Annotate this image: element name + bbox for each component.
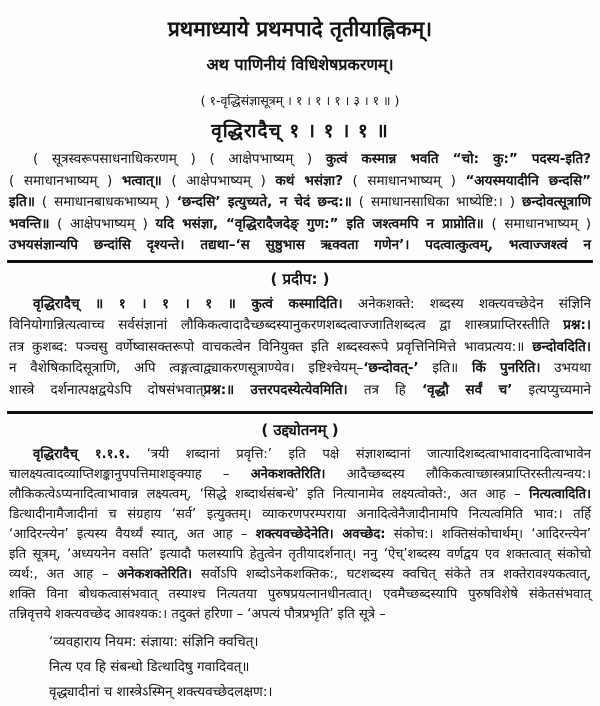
text-line [9, 358, 591, 380]
pradipa-header: ( प्रदीप: ) [270, 269, 330, 288]
sutra-heading: वृद्धिरादैच् १ । १ । १ ॥ [211, 120, 389, 142]
text-run: ( सूत्रस्वरूपसाधनाधिकरणम् ) ( आक्षेपभाष्यम् ) [33, 151, 326, 167]
text-run: अनेकशक्तेरिति। [250, 467, 326, 482]
text-line [9, 630, 591, 655]
text-run: ( समाधानभाष्यम् ) [483, 215, 591, 232]
text-run: प्रश्न:। [563, 317, 591, 333]
text-run: डित्थादीनामैजादीनां च संग्रहाय ‘सर्व’ इत्युक्तम्। व्याकरणपरम्पराया अनादित्वेनैजादीनामपि नित्यत्वमिति भाव:। तर्हि [9, 507, 591, 522]
text-run: उत्तरपदस्येत्येवमिति। [250, 381, 348, 398]
text-line [9, 655, 591, 680]
text-line [9, 565, 591, 585]
section-divider [7, 411, 593, 414]
text-run: तत्र हि [347, 381, 422, 398]
text-run: ( आक्षेपभाष्यम् ) [49, 215, 156, 232]
text-run: ‘त्रयी शब्दानां प्रवृत्ति:’ इति पक्षे संज्ञाशब्दानां जात्यादिशब्दत्वाभावादनादित्वाभावेन [130, 447, 591, 462]
text-line [9, 149, 591, 171]
text-run: कथं भसंज्ञा? [275, 172, 343, 189]
text-run: छन्दोवत्सूत्राणि [522, 194, 591, 210]
text-run: उभयथा [540, 360, 591, 376]
text-run: वृद्धिरादैच् ॥ १ । १ । १ ॥ कुत्वं कस्मादिति। [33, 295, 343, 312]
text-run: ( समाधानभाष्यम् ) [342, 172, 466, 189]
text-run: ( समाधानबाधकभाष्यम् ) [34, 194, 177, 210]
page-title: प्रथमाध्याये प्रथमपादे तृतीयाह्निकम्। [167, 17, 433, 41]
text-run: अनेकशक्ते: शब्दस्य शक्त्यवच्छेदेन संज्ञिनि [342, 295, 591, 312]
text-run: ‘छन्दसि’ इत्युच्यते, न चेदं छन्द:॥ [176, 194, 352, 210]
text-run: इति सूत्रम्, ‘अध्ययनेन वसति’ इत्यादौ फलस्यापि हेतुत्वेन तृतीयादर्शनात्। ननु ‘ऐच्’शब्दस्य वर्णद्वय एव शक्तत्वात् संकोचो [9, 547, 591, 562]
section-divider [7, 260, 593, 263]
text-line [9, 680, 591, 705]
text-run: संकोच:। शक्तिसंकोचार्थम्। ‘आदिरन्त्येन’ [385, 527, 591, 542]
text-line [9, 315, 591, 337]
text-run: वृद्ध्यादीनां च शास्त्रेऽस्मिन् शक्त्यवच्छेदलक्षण:। [49, 684, 273, 700]
text-run: कुत्वं कस्मान्न भवति “चो: कु:” पदस्य-इति? [325, 151, 591, 167]
text-run: इत्यप्युच्यमाने [512, 381, 592, 398]
text-run: भत्वात्॥ [121, 172, 162, 189]
text-run: नित्य एव हि संबन्धो डित्थादिषु गवादिवत्॥ [49, 659, 250, 675]
text-run: ‘छन्दोवत्-’ [363, 360, 419, 376]
bhashya-section [9, 149, 591, 257]
text-run: इति॥ [418, 360, 472, 376]
text-run: सर्वोऽपि शब्दोऽनेकशक्तिक:, घटशब्दस्य क्वचित् संकेते तत्र शक्तेरावश्यकत्वात्, [192, 567, 591, 582]
text-run: शास्त्रे दर्शनात्पक्षद्वयेऽपि दोषसंभवात् [9, 381, 204, 398]
text-run: छन्दोवदिति। [532, 338, 591, 355]
text-run: यदि भसंज्ञा, “वृद्धिरादैजदेङ् गुण:” इति जश्त्वमपि न प्राप्नोति॥ [155, 215, 484, 232]
text-line [9, 605, 591, 625]
text-run: प्रश्न:॥ [203, 381, 235, 398]
text-run: ‘आदिरन्त्येन’ इत्यस्य वैयर्थ्यं स्यात्, अत आह – [9, 527, 256, 542]
text-line [9, 505, 591, 525]
text-run: ( समाधानभाष्यम् ) [9, 172, 122, 189]
uddyota-section [9, 445, 591, 625]
text-run: नित्यत्वादिति। [529, 487, 591, 502]
text-line [9, 545, 591, 565]
text-line [9, 235, 591, 257]
text-run: ‘व्यवहाराय नियम: संज्ञाया: संज्ञिनि क्वचित्। [49, 634, 259, 650]
text-run: लौकिकत्वेऽप्यनादित्वाभावान्न लक्ष्यत्वम्, ‘सिद्धे शब्दार्थसंबन्धे’ इति नित्यानामेव लक्ष्यत्वोक्ते:, अत आह – [9, 487, 530, 502]
sutra-reference: ( १-वृद्धिसंज्ञासूत्रम् । १ । १ । १ । ३ । १ ॥ ) [200, 93, 400, 108]
text-line [9, 214, 591, 236]
text-line [9, 525, 591, 545]
text-run: तत्र कुशब्द: पञ्चसु वर्णेष्वासक्तरूपो वाचकत्वेन विनियुक्त इति शब्दस्वरूपे प्रवृत्तिनिमित्ते भावप्रत्यय:॥ [9, 338, 533, 355]
text-run: न वैशेषिकादिसूत्राणि, अपि त्वङ्गत्वाद्व्याकरणसूत्राण्येव। इष्टिश्चेयम्– [9, 360, 364, 376]
text-line [9, 445, 591, 465]
text-run: व्यर्थ:, अत आह – [9, 567, 118, 582]
text-run [234, 382, 250, 398]
pradipa-section [9, 294, 591, 402]
text-line [9, 171, 591, 193]
text-run: भवन्ति॥ [9, 215, 50, 232]
text-line [9, 337, 591, 359]
text-line [9, 192, 591, 214]
text-run: आदैच्छब्दस्य लौकिकत्वाच्छास्त्रप्राप्तिरस्तीत्यन्वय:। [325, 467, 592, 482]
text-run: ( आक्षेपभाष्यम् ) [161, 172, 276, 189]
text-run: “अयस्मयादीनि छन्दसि” [465, 172, 592, 189]
text-run: अनेकशक्तेरिति। [117, 567, 193, 582]
text-run: विनियोगान्नित्यत्वाच्च सर्वसंज्ञानां लौकिकत्वादादैच्छब्दस्यानुकरणशब्दत्वाज्जातिशब्दत्व द्वा शास्त्रप्राप्तिरस्तीति [9, 317, 564, 333]
text-line [9, 294, 591, 316]
text-run: किं पुनरिति। [471, 360, 541, 376]
text-line [9, 465, 591, 485]
text-run: शक्ति विना बोधकत्वासंभवात् तस्याश्च नित्यतया पुरुषप्रयत्नानधीनत्वात्। एवमैच्छब्दस्यापि पुरुषविशेषे संकेतसंभवात् [9, 587, 591, 602]
uddyota-header: ( उद्द्योतनम् ) [261, 421, 339, 439]
text-run: ‘वृद्धौ सर्वं च’ [421, 381, 513, 398]
text-line [9, 380, 591, 402]
page-subtitle: अथ पाणिनीयं विधिशेषप्रकरणम्। [206, 55, 394, 74]
text-run: तन्निवृत्तये शक्त्यवच्छेद आवश्यक:। तदुक्तं हरिणा – ‘अपत्यं पौत्रप्रभृति’ इति सूत्रे – [9, 607, 386, 622]
text-run: उभयसंज्ञान्यपि छन्दांसि दृश्यन्ते। तद्यथा–‘स सुष्ठुभास ऋक्वता गणेन’। पदत्वात्कुत्वम्, भत्वाज्जश्त्वं न [9, 237, 591, 253]
verse-block [9, 630, 591, 705]
text-run: शक्त्यवच्छेदेनेति। अवच्छेद: [255, 527, 386, 542]
text-line [9, 485, 591, 505]
text-run: ( समाधानसाधिका भाष्येष्टि:। ) [351, 194, 522, 210]
text-run: वृद्धिरादैच् १.१.१. [33, 447, 131, 462]
text-line [9, 585, 591, 605]
text-run: इति॥ [9, 194, 35, 210]
text-run: चालक्ष्यत्वादव्याप्तिशङ्कानुपपत्तिमाशङ्क्याह – [9, 467, 251, 482]
